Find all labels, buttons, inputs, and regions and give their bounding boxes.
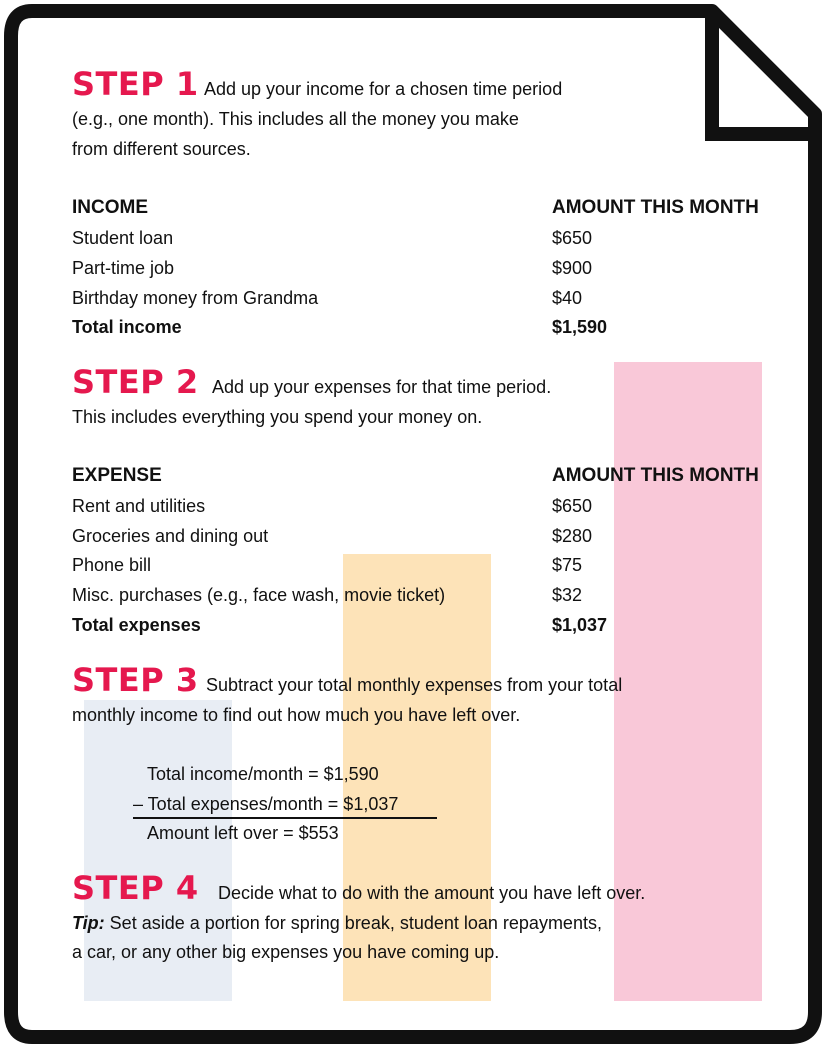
expense-row-label: Groceries and dining out	[72, 526, 269, 546]
step-1-label: STEP 1	[72, 65, 199, 103]
income-row-amount: $900	[552, 258, 593, 278]
step-4-text-line-1: Decide what to do with the amount you have left over.	[218, 883, 646, 903]
step-4-text-line-3: a car, or any other big expenses you have coming up.	[72, 942, 500, 962]
income-row-label: Birthday money from Grandma	[72, 288, 319, 308]
step-2-label: STEP 2	[72, 363, 199, 401]
step-4-tip-line	[72, 908, 602, 938]
income-amount-column-header: AMOUNT THIS MONTH	[552, 197, 759, 218]
step-1-text-line-1: Add up your income for a chosen time period	[204, 79, 563, 99]
income-row-amount: $650	[552, 228, 593, 248]
step-2-text-line-1: Add up your expenses for that time period.	[212, 377, 552, 397]
step-1-text-line-2: (e.g., one month). This includes all the money you make	[72, 109, 519, 129]
step-3-text-line-1: Subtract your total monthly expenses from your total	[206, 675, 623, 695]
expense-column-header: EXPENSE	[72, 465, 162, 486]
total-income-label: Total income	[72, 317, 182, 337]
step-1-text-line-3: from different sources.	[72, 139, 251, 159]
total-expenses-label: Total expenses	[72, 615, 201, 635]
equation-total-expenses: – Total expenses/month = $1,037	[133, 794, 399, 814]
step-3-label: STEP 3	[72, 661, 199, 699]
income-row-label: Part-time job	[72, 258, 175, 278]
step-3-text-line-2: monthly income to find out how much you have left over.	[72, 705, 521, 725]
expense-row-label: Rent and utilities	[72, 496, 206, 516]
tip-label: Tip:	[72, 913, 105, 933]
expense-row-label: Phone bill	[72, 555, 152, 575]
step-4-label: STEP 4	[72, 869, 199, 907]
expense-row-label: Misc. purchases (e.g., face wash, movie ticket)	[72, 585, 446, 605]
subtraction-rule	[133, 817, 437, 819]
step-2-text-line-2: This includes everything you spend your money on.	[72, 407, 483, 427]
equation-amount-left-over: Amount left over = $553	[147, 823, 339, 843]
income-row-amount: $40	[552, 288, 583, 308]
expense-row-amount: $650	[552, 496, 593, 516]
expense-row-amount: $32	[552, 585, 583, 605]
expense-row-amount: $280	[552, 526, 593, 546]
total-expenses-amount: $1,037	[552, 615, 608, 635]
equation-total-income: Total income/month = $1,590	[147, 764, 379, 784]
income-row-label: Student loan	[72, 228, 174, 248]
expense-amount-column-header: AMOUNT THIS MONTH	[552, 465, 759, 486]
total-income-amount: $1,590	[552, 317, 608, 337]
expense-row-amount: $75	[552, 555, 583, 575]
tip-text: Set aside a portion for spring break, student loan repayments,	[104, 913, 602, 933]
income-column-header: INCOME	[72, 197, 148, 218]
